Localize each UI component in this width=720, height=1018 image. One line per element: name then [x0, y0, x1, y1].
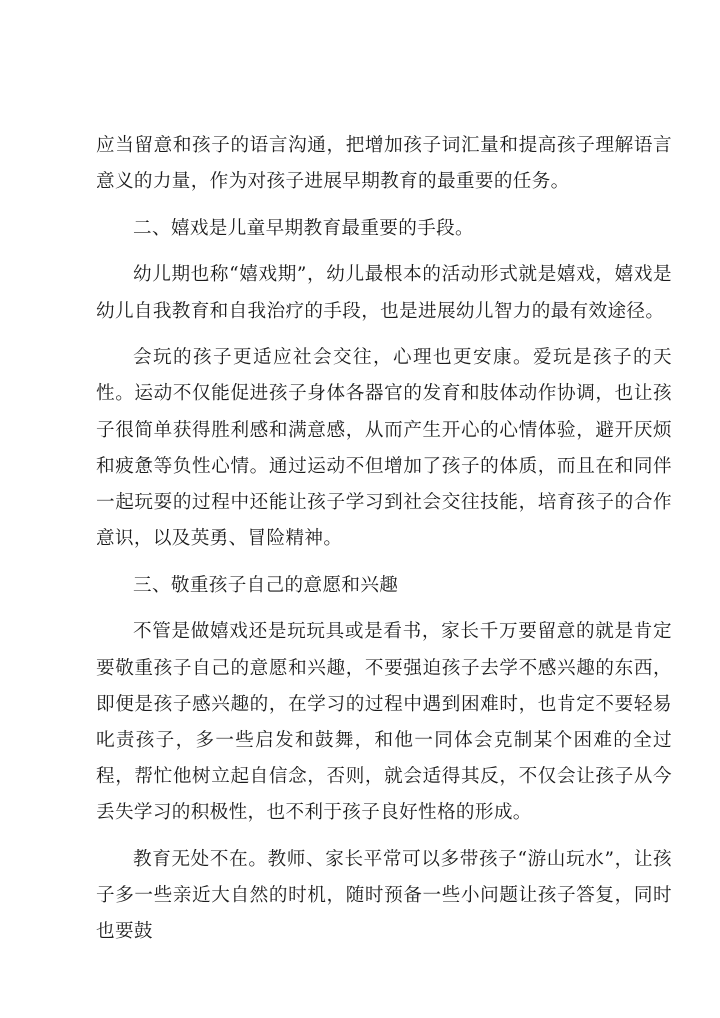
paragraph-play-benefits: 会玩的孩子更适应社会交往，心理也更安康。爱玩是孩子的天性。运动不仅能促进孩子身体各器官的发育和肢体动作协调，也让孩子很简单获得胜利感和满意感，从而产生开心的心情体验，避开厌烦和疲惫等负性心情。通过运动不但增加了孩子的体质，而且在和同伴一起玩耍的过程中还能让孩子学习到社会交往技能，培育孩子的合作意识，以及英勇、冒险精神。: [96, 347, 672, 550]
document-body: [96, 128, 672, 961]
section-heading-three: 三、敬重孩子自己的意愿和兴趣: [133, 574, 399, 596]
paragraph-education-everywhere: 教育无处不在。教师、家长平常可以多带孩子“游山玩水”，让孩子多一些亲近大自然的时机，随时预备一些小问题让孩子答复，同时也要鼓: [96, 849, 672, 943]
paragraph-continuation: 应当留意和孩子的语言沟通，把增加孩子词汇量和提高孩子理解语言意义的力量，作为对孩子进展早期教育的最重要的任务。: [96, 135, 672, 193]
paragraph-play-period: 幼儿期也称“嬉戏期”，幼儿最根本的活动形式就是嬉戏，嬉戏是幼儿自我教育和自我治疗的手段，也是进展幼儿智力的最有效途径。: [96, 264, 672, 322]
paragraph-respect-interest: 不管是做嬉戏还是玩玩具或是看书，家长千万要留意的就是肯定要敬重孩子自己的意愿和兴趣，不要强迫孩子去学不感兴趣的东西，即便是孩子感兴趣的，在学习的过程中遇到困难时，也肯定不要轻易叱责孩子，多一些启发和鼓舞，和他一同体会克制某个困难的全过程，帮忙他树立起自信念，否则，就会适得其反，不仅会让孩子从今丢失学习的积极性，也不利于孩子良好性格的形成。: [96, 621, 672, 824]
section-heading-two: 二、嬉戏是儿童早期教育最重要的手段。: [133, 217, 474, 239]
